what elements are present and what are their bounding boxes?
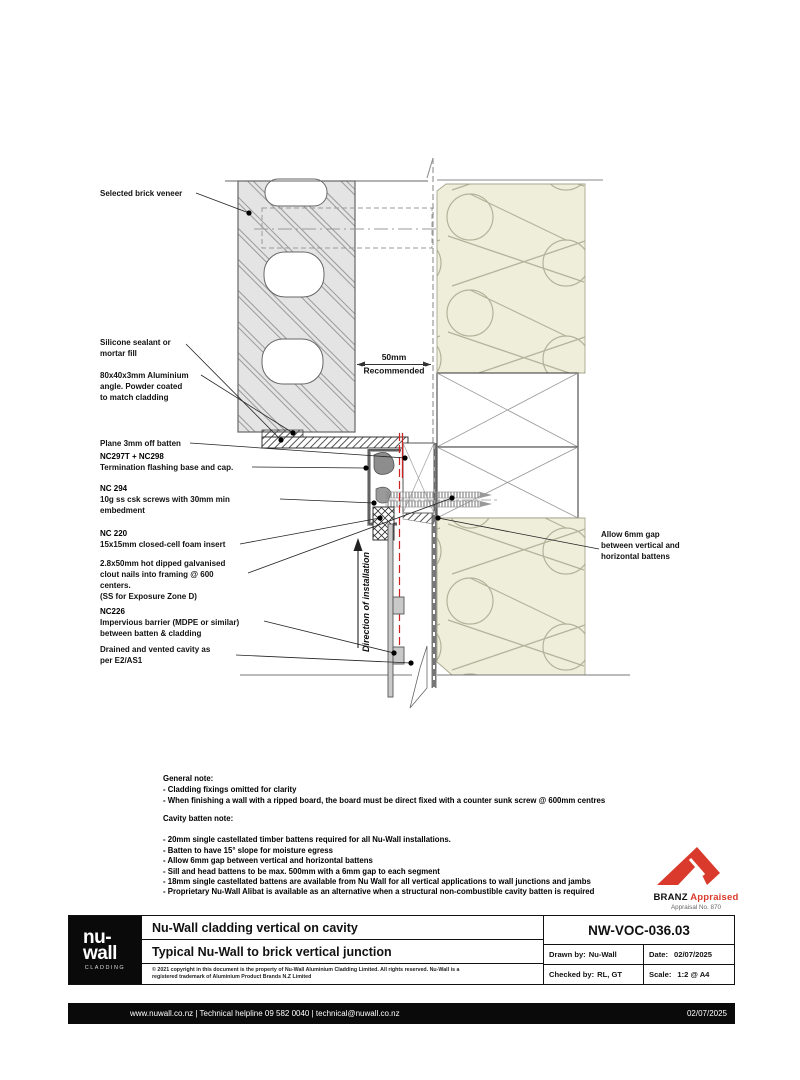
building-wrap [427, 158, 434, 688]
callout-angle: 80x40x3mm Aluminium [100, 371, 189, 380]
checked-by-field: Checked by: RL, GT [544, 965, 644, 984]
cavity-batten-note [163, 814, 594, 898]
note-item: - Proprietary Nu-Wall Alibat is available as an alternative when a structural non-combustible cavity batten is required [163, 887, 595, 897]
sealant [262, 430, 303, 437]
branz-logo-icon [646, 845, 746, 887]
nuwall-logo [69, 916, 141, 984]
callout-gap: Allow 6mm gap [601, 530, 660, 539]
svg-text:centers.: centers. [100, 581, 131, 590]
scale-field: Scale: 1:2 @ A4 [649, 970, 710, 980]
drawn-by-value: Nu-Wall [588, 950, 617, 960]
drawn-by-field: Drawn by: Nu-Wall [544, 945, 644, 964]
copyright-note: © 2021 copyright in this document is the property of Nu-Wall Aluminium Cladding Limited. All rights reserved. Nu-Wall is a registered trademark of Aluminium Product Brands N.Z Limited [152, 967, 460, 980]
direction-arrow [354, 538, 372, 652]
svg-text:per E2/AS1: per E2/AS1 [100, 656, 143, 665]
note-item: - 20mm single castellated timber battens required for all Nu-Wall installations. [163, 835, 451, 845]
cavity-batten [403, 443, 434, 524]
direction-label: Direction of installation [361, 551, 371, 652]
callout-barrier-code: NC226 [100, 607, 125, 616]
brick-veneer [225, 179, 428, 432]
callout-nails: 2.8x50mm hot dipped galvanised [100, 559, 226, 568]
callout-cavity: Drained and vented cavity as [100, 645, 211, 654]
branz-appraised: Appraised [690, 892, 739, 903]
note-item: - 18mm single castellated battens are available from Nu Wall for all vertical applications to wall junctions and jambs [163, 877, 591, 887]
callout-flashing-code: NC297T + NC298 [100, 452, 164, 461]
scale-value: 1:2 @ A4 [677, 970, 710, 980]
svg-text:horizontal battens: horizontal battens [601, 552, 670, 561]
footer-bar [68, 1003, 735, 1024]
svg-text:Termination flashing base and: Termination flashing base and cap. [100, 463, 234, 472]
svg-text:embedment: embedment [100, 506, 145, 515]
svg-text:clout nails into framing @ 600: clout nails into framing @ 600 [100, 570, 214, 579]
svg-text:15x15mm closed-cell foam inser: 15x15mm closed-cell foam insert [100, 540, 226, 549]
footer-contact[interactable]: www.nuwall.co.nz | Technical helpline 09 582 0040 | technical@nuwall.co.nz [130, 1009, 400, 1018]
cavity-note-title: Cavity batten note: [163, 814, 234, 823]
note-item: - Allow 6mm gap between vertical and horizontal battens [163, 856, 373, 866]
callout-screws-code: NC 294 [100, 484, 128, 493]
dimension-note: Recommended [363, 365, 425, 376]
branz-appraised-badge [646, 845, 746, 911]
svg-text:between batten & cladding: between batten & cladding [100, 629, 202, 638]
svg-text:Impervious barrier (MDPE or si: Impervious barrier (MDPE or similar) [100, 618, 240, 627]
callout-brick: Selected brick veneer [100, 189, 183, 198]
callout-plane-batten: Plane 3mm off batten [100, 439, 181, 448]
logo-line1: nu- [83, 926, 112, 948]
note-item: - Batten to have 15° slope for moisture egress [163, 845, 333, 855]
svg-text:mortar fill: mortar fill [100, 349, 137, 358]
setout-lines-red [400, 433, 403, 656]
branz-brand: BRANZ [653, 892, 688, 903]
general-note [163, 773, 605, 806]
logo-subtitle: CLADDING [84, 964, 126, 971]
title-block [68, 915, 735, 985]
footer-date: 02/07/2025 [686, 1009, 727, 1018]
svg-text:to match cladding: to match cladding [100, 393, 169, 402]
note-item: - Cladding fixings omitted for clarity [163, 785, 297, 794]
svg-text:between vertical and: between vertical and [601, 541, 680, 550]
dimension-50mm [357, 352, 431, 376]
dimension-value: 50mm [381, 352, 407, 362]
cladding-panel [388, 524, 404, 697]
general-note-title: General note: [163, 774, 214, 783]
date-value: 02/07/2025 [674, 950, 713, 960]
drawing-number: NW-VOC-036.03 [544, 916, 734, 945]
logo-line2: wall [83, 942, 117, 964]
drawing-title: Nu-Wall cladding vertical on cavity [142, 916, 543, 940]
branz-appraisal-number: Appraisal No. 870 [670, 904, 722, 911]
drawing-subtitle: Typical Nu-Wall to brick vertical junction [142, 940, 543, 964]
checked-by-value: RL, GT [597, 970, 623, 980]
note-item: - Sill and head battens to be max. 500mm with a 6mm gap to each segment [163, 866, 440, 876]
svg-text:angle. Powder coated: angle. Powder coated [100, 382, 183, 391]
note-item: - When finishing a wall with a ripped board, the board must be direct fixed with a counter sunk screw @ 600mm centres [163, 796, 606, 805]
break-symbol [410, 646, 427, 708]
svg-text:(SS for Exposure Zone D): (SS for Exposure Zone D) [100, 592, 197, 601]
callout-foam-code: NC 220 [100, 529, 128, 538]
aluminium-angle [262, 437, 408, 448]
sealant-and-angle [262, 430, 408, 448]
svg-text:10g ss csk screws with 30mm mi: 10g ss csk screws with 30mm min [100, 495, 230, 504]
callout-sealant: Silicone sealant or [100, 338, 171, 347]
date-field: Date: 02/07/2025 [649, 950, 713, 960]
